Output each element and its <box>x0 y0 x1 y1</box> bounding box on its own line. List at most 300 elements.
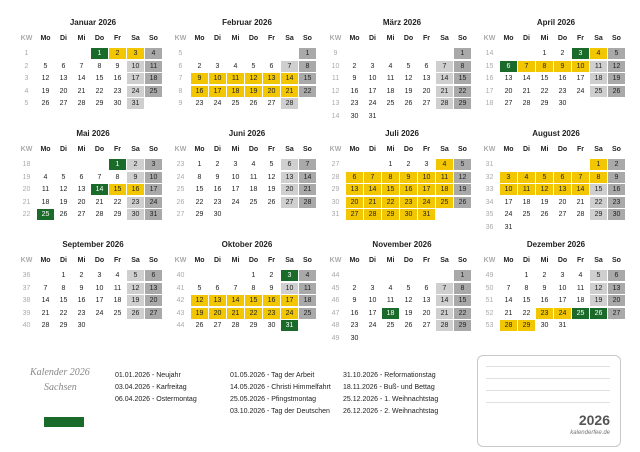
month-title: Januar 2026 <box>69 18 117 27</box>
empty-day-cell <box>608 98 625 109</box>
holiday-day-cell: 3 <box>572 48 589 59</box>
empty-day-cell <box>245 209 262 220</box>
weekday-label: Mo <box>503 35 514 42</box>
weekday-label: Fr <box>423 146 430 153</box>
weekday-label: Mo <box>194 35 205 42</box>
day-cell: 18 <box>41 198 50 206</box>
day-cell: 10 <box>127 61 144 72</box>
day-cell: 1 <box>454 48 471 59</box>
day-cell: 19 <box>127 295 144 306</box>
kw-header: KW <box>20 257 33 264</box>
day-cell: 7 <box>436 283 453 294</box>
day-cell: 24 <box>127 86 144 97</box>
week-number: 2 <box>24 62 29 70</box>
brand-subtitle: Sachsen <box>44 382 77 393</box>
day-cell: 12 <box>59 186 68 193</box>
empty-day-cell <box>608 320 625 331</box>
day-cell: 13 <box>422 75 431 82</box>
day-cell: 16 <box>400 184 417 195</box>
week-number: 42 <box>176 297 185 304</box>
empty-day-cell <box>518 159 535 170</box>
month-block <box>327 240 477 345</box>
day-cell: 29 <box>95 100 104 107</box>
day-cell: 24 <box>554 308 571 319</box>
day-cell: 21 <box>41 309 50 317</box>
day-cell: 19 <box>590 295 607 306</box>
day-cell: 23 <box>213 198 222 206</box>
day-cell: 5 <box>197 284 202 292</box>
holiday-day-cell: 25 <box>37 209 54 220</box>
day-cell: 2 <box>352 62 357 70</box>
day-cell: 17 <box>95 297 104 304</box>
day-cell: 1 <box>197 161 202 168</box>
empty-day-cell <box>263 48 280 59</box>
day-cell: 12 <box>127 283 144 294</box>
day-cell: 12 <box>41 75 50 82</box>
day-cell: 2 <box>109 48 126 59</box>
day-cell: 26 <box>404 322 413 329</box>
day-cell: 3 <box>370 62 375 70</box>
day-cell: 24 <box>281 308 298 319</box>
day-cell: 24 <box>368 322 377 329</box>
day-cell: 29 <box>113 211 122 218</box>
day-cell: 14 <box>436 295 453 306</box>
day-cell: 23 <box>195 100 204 107</box>
week-number: 49 <box>485 272 494 279</box>
weekday-label: So <box>612 146 621 153</box>
day-cell: 5 <box>269 161 274 168</box>
day-cell: 10 <box>418 172 435 183</box>
day-cell: 4 <box>388 62 393 70</box>
weekday-label: Di <box>523 146 530 153</box>
day-cell: 1 <box>251 272 256 279</box>
weekday-label: Sa <box>440 257 449 264</box>
day-cell: 23 <box>113 87 122 95</box>
day-cell: 25 <box>386 100 395 107</box>
footer <box>0 345 640 452</box>
weekday-label: So <box>612 35 621 42</box>
week-number: 6 <box>178 62 183 70</box>
empty-day-cell <box>227 270 244 281</box>
day-cell: 18 <box>386 87 395 95</box>
holiday-entry: 26.12.2026 - 2. Weihnachtstag <box>343 408 439 415</box>
empty-day-cell <box>73 48 90 59</box>
empty-day-cell <box>572 98 589 109</box>
weekday-label: So <box>612 257 621 264</box>
day-cell: 22 <box>382 197 399 208</box>
day-cell: 30 <box>558 100 567 107</box>
day-cell: 27 <box>504 100 513 107</box>
day-cell: 25 <box>436 197 453 208</box>
day-cell: 3 <box>500 172 517 183</box>
day-cell: 17 <box>368 309 377 317</box>
empty-day-cell <box>382 333 399 344</box>
day-cell: 29 <box>590 209 607 220</box>
empty-day-cell <box>281 209 298 220</box>
weekday-label: Sa <box>440 35 449 42</box>
empty-day-cell <box>73 159 90 170</box>
day-cell: 15 <box>454 295 471 306</box>
day-cell: 4 <box>145 48 162 59</box>
day-cell: 4 <box>299 270 316 281</box>
day-cell: 9 <box>127 172 144 183</box>
month-title: Februar 2026 <box>222 18 272 27</box>
month-block <box>327 18 477 123</box>
weekday-label: Fr <box>114 146 121 153</box>
day-cell: 29 <box>59 322 68 329</box>
day-cell: 5 <box>608 48 625 59</box>
empty-day-cell <box>436 48 453 59</box>
month-title: August 2026 <box>532 129 580 138</box>
weekday-label: Mo <box>349 257 360 264</box>
day-cell: 19 <box>404 309 413 317</box>
day-cell: 8 <box>454 61 471 72</box>
weekday-label: Di <box>60 146 67 153</box>
day-cell: 2 <box>197 62 202 70</box>
day-cell: 13 <box>422 297 431 304</box>
day-cell: 13 <box>608 283 625 294</box>
day-cell: 20 <box>281 184 298 195</box>
day-cell: 30 <box>540 322 549 329</box>
month-block <box>172 18 322 123</box>
day-cell: 10 <box>145 172 162 183</box>
day-cell: 8 <box>197 173 202 181</box>
day-cell: 11 <box>576 284 585 292</box>
holiday-entry: 18.11.2026 - Buß- und Bettag <box>343 384 435 391</box>
day-cell: 20 <box>145 295 162 306</box>
day-cell: 5 <box>43 62 48 70</box>
month-title: März 2026 <box>382 18 422 27</box>
day-cell: 10 <box>500 184 517 195</box>
month-block <box>18 18 168 123</box>
weekday-label: Mo <box>349 35 360 42</box>
day-cell: 17 <box>504 198 513 206</box>
day-cell: 17 <box>558 297 567 304</box>
empty-day-cell <box>364 333 381 344</box>
day-cell: 16 <box>127 184 144 195</box>
day-cell: 25 <box>590 86 607 97</box>
day-cell: 21 <box>95 198 104 206</box>
day-cell: 28 <box>281 98 298 109</box>
day-cell: 2 <box>127 159 144 170</box>
empty-day-cell <box>245 48 262 59</box>
day-cell: 2 <box>215 161 220 168</box>
weekday-label: So <box>149 146 158 153</box>
day-cell: 15 <box>299 73 316 84</box>
weekday-label: Di <box>369 146 376 153</box>
day-cell: 24 <box>576 87 585 95</box>
week-number: 36 <box>22 272 31 279</box>
day-cell: 27 <box>558 211 567 218</box>
week-number: 44 <box>331 272 340 279</box>
day-cell: 4 <box>590 48 607 59</box>
empty-day-cell <box>109 320 126 331</box>
day-cell: 21 <box>227 308 244 319</box>
week-number: 25 <box>176 186 185 193</box>
day-cell: 29 <box>382 209 399 220</box>
week-number: 27 <box>331 161 340 168</box>
day-cell: 11 <box>436 172 453 183</box>
day-cell: 8 <box>454 283 471 294</box>
day-cell: 20 <box>346 197 363 208</box>
weekday-label: Do <box>557 146 568 153</box>
day-cell: 9 <box>79 284 84 292</box>
day-cell: 19 <box>404 87 413 95</box>
day-cell: 27 <box>422 322 431 329</box>
weekday-label: Mo <box>40 146 51 153</box>
day-cell: 13 <box>281 172 298 183</box>
day-cell: 14 <box>504 297 513 304</box>
empty-day-cell <box>436 111 453 122</box>
week-number: 44 <box>176 322 185 329</box>
day-cell: 24 <box>504 211 513 218</box>
day-cell: 30 <box>350 334 359 342</box>
week-number: 20 <box>22 186 31 193</box>
week-number: 19 <box>22 173 31 181</box>
day-cell: 9 <box>191 73 208 84</box>
day-cell: 22 <box>245 308 262 319</box>
week-number: 5 <box>178 50 183 57</box>
day-cell: 7 <box>364 172 381 183</box>
weekday-label: Sa <box>594 257 603 264</box>
weekday-label: Sa <box>131 146 140 153</box>
weekday-label: Do <box>403 35 414 42</box>
week-number: 32 <box>485 173 494 181</box>
day-cell: 27 <box>145 308 162 319</box>
empty-day-cell <box>554 159 571 170</box>
day-cell: 26 <box>454 197 471 208</box>
day-cell: 30 <box>400 209 417 220</box>
empty-day-cell <box>37 48 54 59</box>
empty-day-cell <box>364 270 381 281</box>
holiday-day-cell: 6 <box>500 61 517 72</box>
day-cell: 25 <box>522 211 531 218</box>
month-title: Oktober 2026 <box>221 240 273 249</box>
day-cell: 13 <box>145 283 162 294</box>
weekday-label: Mi <box>386 257 395 264</box>
day-cell: 28 <box>500 320 517 331</box>
week-number: 13 <box>331 100 340 107</box>
empty-day-cell <box>299 209 316 220</box>
day-cell: 24 <box>368 100 377 107</box>
day-cell: 14 <box>281 73 298 84</box>
day-cell: 18 <box>436 184 453 195</box>
day-cell: 21 <box>522 87 531 95</box>
weekday-label: Mi <box>77 257 86 264</box>
day-cell: 7 <box>43 284 48 292</box>
day-cell: 13 <box>209 295 226 306</box>
day-cell: 17 <box>418 184 435 195</box>
day-cell: 14 <box>77 75 86 82</box>
holiday-day-cell: 14 <box>91 184 108 195</box>
month-block <box>172 129 322 234</box>
holiday-list-3 <box>343 370 438 418</box>
weekday-label: Fr <box>268 146 275 153</box>
day-cell: 8 <box>61 284 66 292</box>
empty-day-cell <box>209 48 226 59</box>
day-cell: 1 <box>590 159 607 170</box>
month-title: Juli 2026 <box>385 129 419 138</box>
day-cell: 2 <box>269 272 274 279</box>
day-cell: 11 <box>227 73 244 84</box>
day-cell: 13 <box>346 184 363 195</box>
day-cell: 9 <box>215 173 220 181</box>
empty-day-cell <box>418 270 435 281</box>
day-cell: 22 <box>454 86 471 97</box>
holiday-entry: 31.10.2026 - Reformationstag <box>343 372 436 379</box>
holiday-day-cell: 31 <box>281 320 298 331</box>
day-cell: 10 <box>368 75 377 82</box>
weekday-label: Di <box>369 35 376 42</box>
day-cell: 8 <box>590 172 607 183</box>
day-cell: 4 <box>436 159 453 170</box>
weekday-label: Do <box>557 35 568 42</box>
day-cell: 20 <box>608 295 625 306</box>
day-cell: 20 <box>77 198 86 206</box>
day-cell: 14 <box>364 184 381 195</box>
day-cell: 7 <box>281 61 298 72</box>
day-cell: 6 <box>215 284 220 292</box>
day-cell: 12 <box>404 297 413 304</box>
month-block <box>481 18 631 123</box>
day-cell: 28 <box>95 211 104 218</box>
empty-day-cell <box>91 320 108 331</box>
weekday-label: Do <box>557 257 568 264</box>
day-cell: 15 <box>454 73 471 84</box>
day-cell: 22 <box>195 198 204 206</box>
day-cell: 27 <box>608 308 625 319</box>
empty-day-cell <box>436 333 453 344</box>
empty-day-cell <box>572 222 589 233</box>
week-number: 11 <box>331 75 340 82</box>
day-cell: 26 <box>404 100 413 107</box>
day-cell: 21 <box>576 198 585 206</box>
day-cell: 2 <box>352 284 357 292</box>
day-cell: 22 <box>299 86 316 97</box>
day-cell: 26 <box>127 308 144 319</box>
week-number: 14 <box>331 112 340 120</box>
day-cell: 5 <box>406 284 411 292</box>
day-cell: 4 <box>115 272 120 279</box>
day-cell: 17 <box>209 86 226 97</box>
weekday-label: Mi <box>540 257 549 264</box>
week-number: 40 <box>176 272 185 279</box>
day-cell: 31 <box>145 209 162 220</box>
day-cell: 29 <box>195 211 204 218</box>
weekday-label: Mo <box>503 257 514 264</box>
empty-day-cell <box>382 270 399 281</box>
day-cell: 7 <box>572 172 589 183</box>
empty-day-cell <box>91 159 108 170</box>
kw-header: KW <box>174 35 187 42</box>
day-cell: 8 <box>251 284 256 292</box>
weekday-label: Fr <box>577 257 584 264</box>
day-cell: 8 <box>524 284 529 292</box>
day-cell: 5 <box>454 159 471 170</box>
week-number: 29 <box>331 186 340 193</box>
week-number: 48 <box>331 322 340 329</box>
day-cell: 9 <box>352 297 357 304</box>
holiday-day-cell: 26 <box>590 308 607 319</box>
kw-header: KW <box>483 35 496 42</box>
day-cell: 5 <box>61 173 66 181</box>
weekday-label: Sa <box>594 35 603 42</box>
holiday-entry: 14.05.2026 - Christi Himmelfahrt <box>230 384 331 391</box>
day-cell: 10 <box>209 73 226 84</box>
day-cell: 16 <box>113 75 122 82</box>
empty-day-cell <box>145 98 162 109</box>
weekday-label: Mo <box>194 146 205 153</box>
day-cell: 7 <box>233 284 238 292</box>
week-number: 7 <box>178 75 183 82</box>
week-number: 36 <box>485 223 494 231</box>
weekday-label: Do <box>248 35 259 42</box>
day-cell: 6 <box>145 270 162 281</box>
empty-day-cell <box>145 320 162 331</box>
notes-box <box>477 355 621 447</box>
day-cell: 9 <box>400 172 417 183</box>
day-cell: 18 <box>522 198 531 206</box>
day-cell: 6 <box>554 172 571 183</box>
day-cell: 18 <box>145 73 162 84</box>
week-number: 53 <box>485 322 494 329</box>
day-cell: 29 <box>540 100 549 107</box>
month-title: November 2026 <box>372 240 432 249</box>
weekday-label: Sa <box>131 35 140 42</box>
week-number: 15 <box>485 62 494 70</box>
day-cell: 5 <box>127 270 144 281</box>
day-cell: 15 <box>245 295 262 306</box>
day-cell: 16 <box>350 87 359 95</box>
empty-day-cell <box>536 222 553 233</box>
day-cell: 12 <box>608 61 625 72</box>
weekday-label: Mo <box>503 146 514 153</box>
day-cell: 15 <box>195 186 204 193</box>
holiday-list-1 <box>115 370 197 406</box>
month-title: September 2026 <box>62 240 124 249</box>
day-cell: 6 <box>424 62 429 70</box>
day-cell: 24 <box>418 197 435 208</box>
day-cell: 6 <box>424 284 429 292</box>
day-cell: 7 <box>518 61 535 72</box>
week-number: 9 <box>178 100 183 107</box>
day-cell: 25 <box>249 198 258 206</box>
day-cell: 16 <box>191 86 208 97</box>
day-cell: 11 <box>386 75 395 82</box>
empty-day-cell <box>227 209 244 220</box>
empty-day-cell <box>436 270 453 281</box>
empty-day-cell <box>37 159 54 170</box>
day-cell: 9 <box>269 284 274 292</box>
week-number: 33 <box>485 186 494 193</box>
day-cell: 16 <box>540 297 549 304</box>
day-cell: 21 <box>504 309 513 317</box>
month-block <box>18 129 168 234</box>
day-cell: 13 <box>77 186 86 193</box>
week-number: 49 <box>331 334 340 342</box>
weekday-label: Mo <box>40 257 51 264</box>
weekday-label: Di <box>523 35 530 42</box>
day-cell: 25 <box>113 309 122 317</box>
week-number: 39 <box>22 309 31 317</box>
day-cell: 16 <box>263 295 280 306</box>
day-cell: 23 <box>558 87 567 95</box>
day-cell: 16 <box>558 75 567 82</box>
kw-header: KW <box>329 35 342 42</box>
day-cell: 5 <box>536 172 553 183</box>
day-cell: 19 <box>191 308 208 319</box>
day-cell: 29 <box>518 320 535 331</box>
